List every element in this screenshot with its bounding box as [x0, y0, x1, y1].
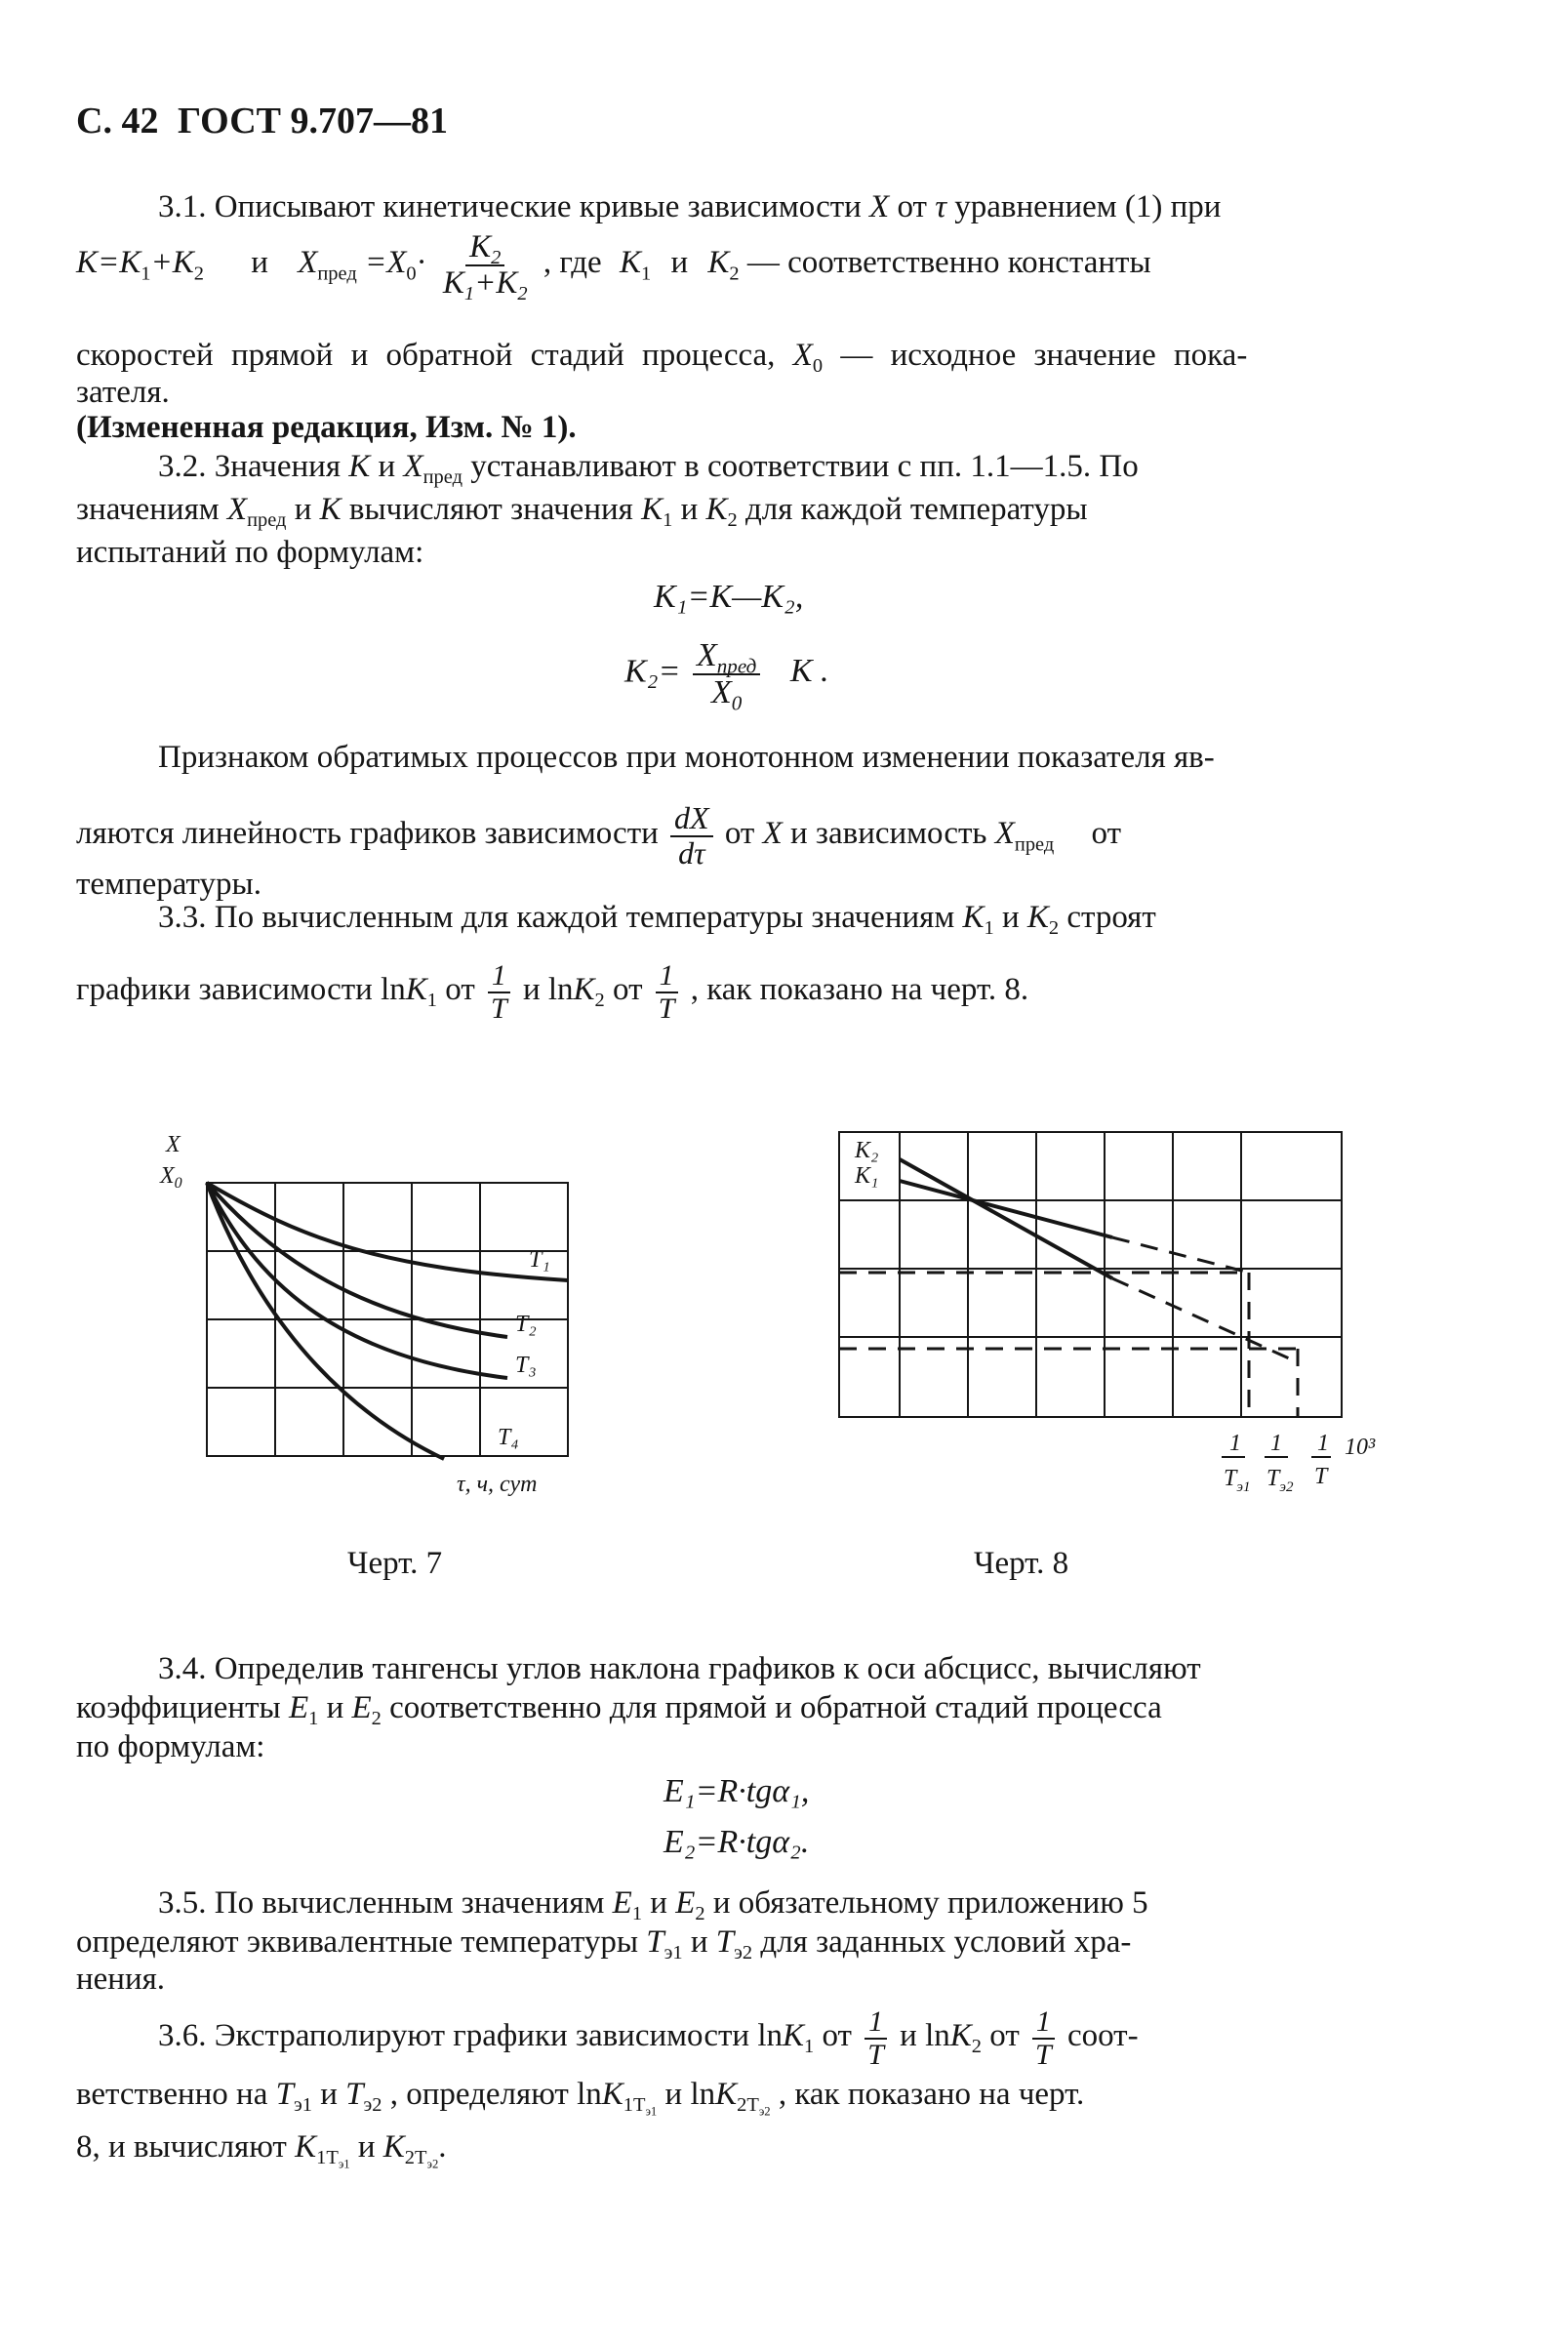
xt3-den: T: [1314, 1464, 1328, 1489]
s35-line1: 3.5. По вычисленным значениям $E_1$ и $E_2$ и обязательному приложению 5: [158, 1885, 1148, 1925]
and-s33: и: [522, 972, 541, 1008]
formula-k2-rhs: K .: [789, 653, 829, 690]
s31-text2: уравнением (1) при: [954, 189, 1222, 224]
var-x0: X: [792, 338, 813, 373]
one-c: 1: [864, 2006, 887, 2040]
fig7-curves: [207, 1183, 568, 1459]
s34-l2c: соответственно для прямой и обратной стадий процесса: [389, 1690, 1162, 1725]
doc-number: ГОСТ 9.707—81: [177, 101, 448, 142]
sub-pred: пред: [317, 263, 357, 285]
where-word: , где: [543, 245, 602, 281]
s32-b: и: [378, 449, 396, 484]
s36-l1c: и: [900, 2018, 917, 2054]
s36-l2a: ветственно на: [76, 2077, 268, 2112]
fraction-xpred-x0: $\frac{X_{пред}}{X_0}$: [693, 638, 760, 709]
frac-den: K: [442, 264, 464, 301]
revers-line2: ляются линейность графиков зависимости $\frac{dX}{d\tau}$ от X и зависимость $X_{пред}$ от: [76, 800, 1122, 870]
and-word2: и: [670, 245, 689, 281]
xt-mult: 10³: [1345, 1435, 1376, 1460]
page-header: [76, 101, 448, 141]
and-word: и: [251, 245, 268, 281]
var-e1: E: [288, 1690, 309, 1725]
formula-k1-eq: K₁=K—K₂,: [654, 579, 804, 615]
revers-line3: температуры.: [76, 867, 261, 902]
s36-l2e: , как показано на черт.: [778, 2077, 1085, 2112]
fig7-x0-sub: 0: [174, 1175, 182, 1192]
xt1-den: [1224, 1466, 1250, 1495]
figure-7: [146, 1122, 595, 1503]
s32-c: устанавливают в соответствии с пп. 1.1—1.5. По: [470, 449, 1139, 484]
s32-l2d: и: [680, 492, 699, 527]
xt1-sub: э1: [1236, 1479, 1251, 1495]
s33-l1c: строят: [1066, 900, 1156, 935]
s34-l2b: и: [326, 1690, 344, 1725]
s36-l2d: и: [664, 2077, 683, 2112]
fraction-1-over-t-d: [1031, 2006, 1056, 2070]
var-x: X: [869, 189, 890, 224]
one-d: 1: [1032, 2006, 1055, 2040]
s35-line3: нения.: [76, 1962, 166, 1997]
ot-2: от: [613, 972, 643, 1008]
var-k-b: K: [319, 492, 342, 527]
s36-l3a: 8, и вычисляют: [76, 2129, 287, 2165]
formula-k: K=K: [76, 245, 141, 281]
one-b: 1: [656, 960, 678, 993]
s36-l3b: и: [357, 2129, 376, 2165]
s31-l3b: — исходное значение пока-: [840, 338, 1248, 373]
var-k2-c: K: [1026, 900, 1049, 935]
fig8-k2-label: K₂: [855, 1138, 879, 1163]
xt1-num: 1: [1229, 1431, 1241, 1456]
s32-a: 3.2. Значения: [158, 449, 342, 484]
figure-8: [820, 1122, 1444, 1513]
s36-l1b: от: [822, 2018, 852, 2054]
fig7-caption: Черт. 7: [347, 1546, 443, 1581]
line-k2: [900, 1159, 1112, 1278]
s35-l2a: определяют эквивалентные температуры: [76, 1924, 639, 1960]
s32-line3: испытаний по формулам:: [76, 535, 424, 570]
s33-l2a: графики зависимости: [76, 972, 373, 1008]
s33-line2: графики зависимости lnK$_1$ от $\frac{1}{T}$ и lnK$_2$ от $\frac{1}{T}$ , как показано на черт. 8.: [76, 959, 1029, 1025]
var-k1: K: [619, 245, 641, 281]
s34-line2: коэффициенты $E_1$ и $E_2$ соответственно для прямой и обратной стадий процесса: [76, 1690, 1162, 1730]
fig7-xlabel: τ, ч, сут: [457, 1472, 538, 1497]
label-t4: T₄: [498, 1425, 519, 1450]
formula-x0: =X: [364, 245, 407, 281]
var-k1-b: K: [641, 492, 663, 527]
s36-line3: 8, и вычисляют $K_{1T_{э1}}$ и $K_{2T_{э2}}$.: [76, 2129, 447, 2171]
var-te2: T: [715, 1924, 735, 1960]
frac-dt: dτ: [678, 834, 705, 870]
s31-l3: скоростей прямой и обратной стадий процесса,: [76, 338, 776, 373]
var-e1-b: E: [612, 1885, 632, 1921]
fig8-caption: Черт. 8: [974, 1546, 1069, 1581]
one-a: 1: [488, 960, 510, 993]
xt2-den: [1266, 1466, 1294, 1495]
fraction-k2-over-sum: $\frac{K_2}{K_1+K_2}$: [442, 229, 528, 304]
s31-line4: зателя.: [76, 375, 170, 410]
s36-l3end: .: [438, 2129, 447, 2165]
s31-text: 3.1. Описывают кинетические кривые зависимости: [158, 189, 862, 224]
s33-l1b: и: [1001, 900, 1020, 935]
fig7-x0-main: X: [160, 1163, 175, 1189]
s36-l1a: 3.6. Экстраполируют графики зависимости: [158, 2018, 750, 2054]
s35-l2c: для заданных условий хра-: [760, 1924, 1132, 1960]
frac-dx: dX: [670, 802, 713, 837]
s36-l2b: и: [320, 2077, 338, 2112]
revers-l2b: от: [724, 816, 755, 852]
s33-line1: 3.3. По вычисленным для каждой температуры значениям $K_1$ и $K_2$ строят: [158, 900, 1156, 940]
t-c: T: [867, 2038, 884, 2071]
s35-l1a: 3.5. По вычисленным значениям: [158, 1885, 605, 1921]
var-x-b: X: [762, 816, 783, 852]
fraction-1-over-t-c: [864, 2006, 888, 2070]
s32-l2a: значениям: [76, 492, 220, 527]
var-xpred: X: [298, 245, 318, 281]
fig7-grid: [207, 1183, 568, 1456]
s34-line3: по формулам:: [76, 1729, 265, 1764]
var-k2: K: [707, 245, 730, 281]
var-e2-b: E: [675, 1885, 696, 1921]
s32-l2e: для каждой температуры: [744, 492, 1088, 527]
ln-2: ln: [547, 972, 574, 1008]
fig8-xticks: [1222, 1431, 1376, 1495]
fig7-x0: [159, 1163, 182, 1192]
t-b: T: [658, 992, 675, 1025]
revers-l2d: от: [1091, 816, 1122, 852]
s33-l2b: , как показано на черт. 8.: [690, 972, 1029, 1008]
formula-k2: +K: [150, 245, 194, 281]
s35-line2: определяют эквивалентные температуры $T_{э1}$ и $T_{э2}$ для заданных условий хра-: [76, 1924, 1132, 1964]
t-a: T: [491, 992, 507, 1025]
fig7-ylabel: X: [166, 1132, 181, 1157]
var-k2-b: K: [705, 492, 728, 527]
xt2-t: T: [1266, 1466, 1280, 1491]
s35-l1c: и обязательному приложению 5: [712, 1885, 1148, 1921]
s36-line2: ветственно на $T_{э1}$ и $T_{э2}$ , определяют lnK$_{1T_{э1}}$ и lnK$_{2T_{э2}}$ , как показано на черт.: [76, 2077, 1085, 2119]
s32-l2c: вычисляют значения: [348, 492, 633, 527]
formula-e2: E₂=R·tgα₂.: [663, 1824, 810, 1860]
revers-l2c: и зависимость: [790, 816, 987, 852]
fraction-1-over-t-a: [487, 960, 511, 1024]
fig8-k1-label: K₁: [855, 1163, 879, 1189]
label-t3: T₃: [515, 1353, 537, 1378]
s32-l2b: и: [294, 492, 312, 527]
fig8-extrapolation: [839, 1237, 1298, 1417]
s36-l1e: соот-: [1066, 2018, 1139, 2054]
var-k1-c: K: [962, 900, 985, 935]
s32-line1: 3.2. Значения K и $X_{пред}$ устанавливают в соответствии с пп. 1.1—1.5. По: [158, 449, 1139, 489]
page-number: С. 42: [76, 101, 159, 142]
s34-line1: 3.4. Определив тангенсы углов наклона графиков к оси абсцисс, вычисляют: [158, 1651, 1201, 1686]
line-k1: [900, 1181, 1112, 1237]
formula-k2-lhs: K₂=: [624, 653, 681, 690]
xt2-num: 1: [1270, 1431, 1282, 1456]
xt3-num: 1: [1317, 1431, 1329, 1456]
revers-line1: Признаком обратимых процессов при монотонном изменении показателя яв-: [158, 740, 1215, 775]
label-t1: T₁: [529, 1247, 550, 1273]
var-xpred3: X: [226, 492, 248, 527]
fig8-frame: [839, 1132, 1342, 1417]
s31-ot: от: [897, 189, 927, 224]
amendment-note: (Измененная редакция, Изм. № 1).: [76, 410, 577, 445]
s31-line2: $K=K_1+K_2$ и $X_{пред} =X_0\cdot$ $\frac{K_2}{K_1+K_2}$ , где $K_1$ и $K_2$ — соответственно константы: [76, 229, 1151, 304]
fig8-grid: [839, 1132, 1342, 1417]
var-xpred4: X: [994, 816, 1015, 852]
s36-l1d: от: [989, 2018, 1020, 2054]
resp-text: — соответственно константы: [746, 245, 1151, 281]
xt1-t: T: [1224, 1466, 1237, 1491]
var-te1: T: [646, 1924, 664, 1960]
revers-l2a: ляются линейность графиков зависимости: [76, 816, 659, 852]
s36-l2c: , определяют: [389, 2077, 569, 2112]
s35-l2b: и: [690, 1924, 708, 1960]
label-t2: T₂: [515, 1312, 537, 1337]
t-d: T: [1035, 2038, 1052, 2071]
fraction-1-over-t-b: [655, 960, 679, 1024]
s34-l2a: коэффициенты: [76, 1690, 281, 1725]
var-k: K: [348, 449, 371, 484]
s31-line3: скоростей прямой и обратной стадий процесса, $X_0$ — исходное значение пока-: [76, 338, 1248, 378]
formula-k2-eq: [624, 637, 829, 715]
s35-l1b: и: [650, 1885, 667, 1921]
var-tau: τ: [935, 189, 947, 224]
var-e2: E: [351, 1690, 372, 1725]
s36-line1: 3.6. Экстраполируют графики зависимости lnK$_1$ от $\frac{1}{T}$ и lnK$_2$ от $\frac{1}{T}$ соот-: [158, 2005, 1139, 2071]
ln-1: ln: [381, 972, 406, 1008]
s33-l1a: 3.3. По вычисленным для каждой температуры значениям: [158, 900, 955, 935]
var-xpred2: X: [403, 449, 423, 484]
formula-e1: E₁=R·tgα₁,: [663, 1773, 810, 1809]
s32-line2: значениям $X_{пред}$ и K вычисляют значения $K_1$ и $K_2$ для каждой температуры: [76, 492, 1088, 532]
frac-num: K: [469, 229, 492, 264]
extrap-k1: [1112, 1237, 1249, 1273]
xt2-sub: э2: [1279, 1479, 1294, 1495]
fraction-dx-dt: [670, 802, 713, 870]
s31-line1: [158, 187, 1221, 226]
fig8-lines: [900, 1159, 1112, 1278]
ot-1: от: [445, 972, 475, 1008]
